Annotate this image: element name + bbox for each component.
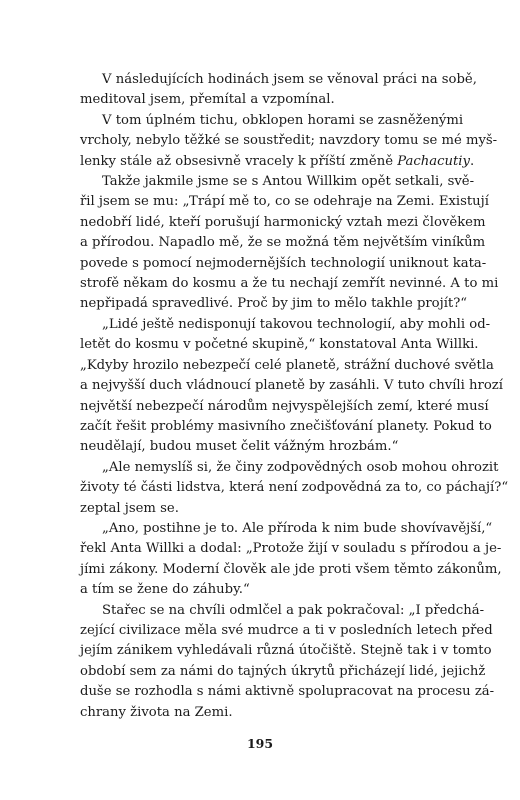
text-line: a nejvyšší duch vládnoucí planetě by zasáhli. V tuto chvíli hrozí <box>80 378 503 394</box>
text-line: největší nebezpečí národům nejvyspělejších zemí, které musí <box>80 398 489 414</box>
text-line: V následujících hodinách jsem se věnoval práci na sobě, <box>102 72 477 87</box>
text-line: řekl Anta Willki a dodal: „Protože žijí v souladu s přírodou a je- <box>80 541 502 557</box>
body-text <box>80 70 509 723</box>
text-line: Takže jakmile jsme se s Antou Willkim opět setkali, svě- <box>102 174 475 190</box>
text-line: období sem za námi do tajných úkrytů přicházejí lidé, jejichž <box>80 663 486 679</box>
text-line: začít řešit problémy masivního znečišťování planety. Pokud to <box>80 418 492 434</box>
text-line: „Ano, postihne je to. Ale příroda k nim bude shovívavější,“ <box>102 520 493 536</box>
italic-word: Pachacutiy <box>397 153 470 169</box>
paragraph <box>80 172 499 315</box>
text-line: strofě někam do kosmu a že tu nechají zemřít nevinné. A to mi <box>80 276 499 292</box>
text-line: nepřipadá spravedlivé. Proč by jim to mělo takhle projít?“ <box>80 296 468 312</box>
paragraph <box>80 458 509 519</box>
paragraph <box>80 70 477 111</box>
text-line: letět do kosmu v početné skupině,“ konstatoval Anta Willki. <box>80 337 479 353</box>
paragraph <box>80 111 498 172</box>
punctuation: . <box>469 153 475 169</box>
text-line: jejím zánikem vyhledávali různá útočiště. Stejně tak i v tomto <box>80 643 492 659</box>
text-line: řil jsem se mu: „Trápí mě to, co se odehraje na Zemi. Existují <box>80 194 489 210</box>
text-line: Stařec se na chvíli odmlčel a pak pokračoval: „I předchá- <box>102 602 485 618</box>
text-line: a tím se žene do záhuby.“ <box>80 582 250 598</box>
text-line: V tom úplném tichu, obklopen horami se zasněženými <box>102 112 464 128</box>
page-number: 195 <box>246 736 274 751</box>
text-line: a přírodou. Napadlo mě, že se možná těm největším viníkům <box>80 235 486 251</box>
paragraph <box>80 601 495 723</box>
text-line: lenky stále až obsesivně vracely k příští změně Pachacutiy. <box>80 153 475 169</box>
text-line: duše se rozhodla s námi aktivně spolupracovat na procesu zá- <box>80 684 495 700</box>
text-line: „Lidé ještě nedisponují takovou technologií, aby mohli od- <box>102 316 491 332</box>
paragraph <box>80 519 502 601</box>
text-line: „Kdyby hrozilo nebezpečí celé planetě, strážní duchové světla <box>80 357 494 373</box>
text-line: chrany života na Zemi. <box>80 704 233 720</box>
text-line: „Ale nemyslíš si, že činy zodpovědných osob mohou ohrozit <box>102 459 499 475</box>
text-line: povede s pomocí nejmodernějších technologií uniknout kata- <box>80 255 487 271</box>
text-line: vrcholy, nebylo těžké se soustředit; navzdory tomu se mé myš- <box>80 133 498 149</box>
text-line: životy té části lidstva, která není zodpovědná za to, co páchají?“ <box>80 480 509 496</box>
text-line: meditoval jsem, přemítal a vzpomínal. <box>80 92 335 108</box>
text-line: zeptal jsem se. <box>80 500 179 516</box>
text-line: neudělají, budou muset čelit vážným hrozbám.“ <box>80 439 399 455</box>
text-line: zející civilizace měla své mudrce a ti v posledních letech před <box>80 622 493 638</box>
text-line: jími zákony. Moderní člověk ale jde proti všem těmto zákonům, <box>80 561 502 577</box>
text-line: nedobří lidé, kteří porušují harmonický vztah mezi člověkem <box>80 214 486 230</box>
paragraph <box>80 315 503 458</box>
